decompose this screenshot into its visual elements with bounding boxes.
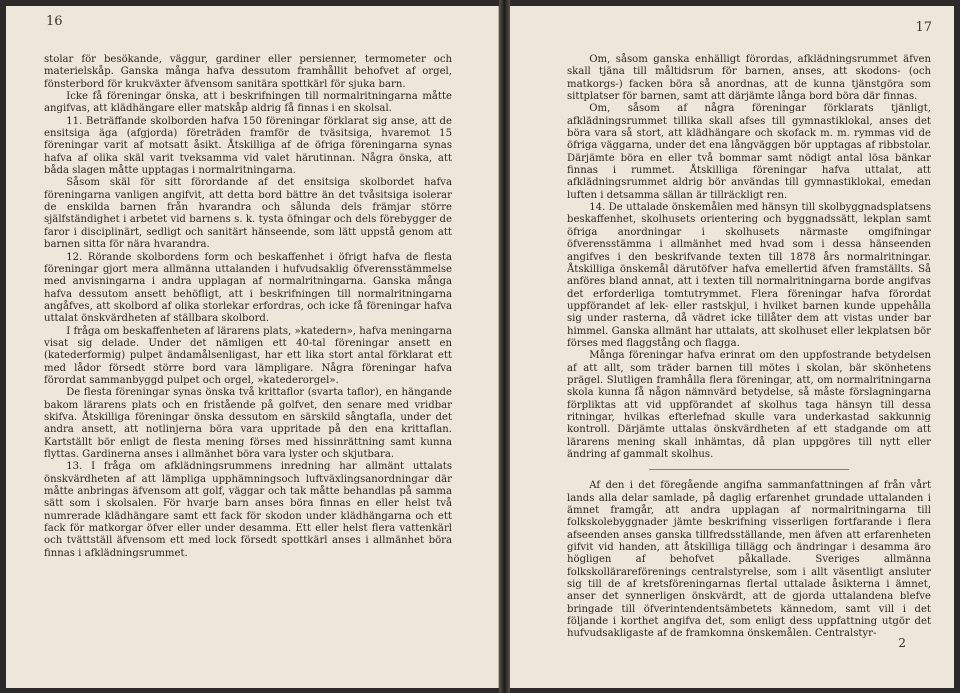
page-number: 16: [46, 14, 63, 29]
book-gutter: [499, 0, 510, 693]
paragraph: Många föreningar hafva erinrat om den uppfostrande betydelsen af att allt, som träder barnen till mötes i skolan, bär skönhetens prägel. Slutligen framhålla flera föreningar, att, om normalritningarna skola kunna få någon nämnvärd betydelse, så måste förslagningarna förpliktas att vid uppförandet af skolhus taga hänsyn till dessa ritningar, hvilkas efterlefnad skulle vara underkastad sakkunnig kontroll. Därjämte uttalas önskvärdheten af ett stadgande om att lärarens mening skall inhämtas, då plan uppgöres till nytt eller ändring af gammalt skolhus.: [567, 350, 931, 460]
paragraph: Icke få föreningar önska, att i beskrifningen till normalritningarna måtte angifvas, att klädhängare eller matskåp aldrig få finnas i en skolsal.: [44, 91, 452, 115]
section-divider: [649, 469, 849, 470]
paragraph: 14. De uttalade önskemålen med hänsyn till skolbyggnadsplatsens beskaffenhet, skolhusets orientering och byggnadssätt, lekplan samt öfriga anordningar i skolhusets närmaste omgifningar öfverensstämma i allmänhet med hvad som i dessa hänseenden angifves i den beskrifvande texten till 1878 års normalritningar. Åtskilliga önskemål därutöfver hafva emellertid äfven framställts. Så anföres bland annat, att i texten till normalritningarna borde angifvas det erforderliga tomtutrymmet. Flera föreningar hafva förordat uppförandet af lek- eller rastskjul, i hvilket barnen kunde uppehålla sig under rasterna, då vädret icke tillåter dem att vistas under bar himmel. Ganska allmänt har uttalats, att skolhuset eller lekplatsen bör förses med flaggstång och flagga.: [567, 202, 931, 349]
paragraph: I fråga om beskaffenheten af lärarens plats, »katedern», hafva meningarna visat sig delade. Under det nämligen ett 40-tal föreningar ansett en (katederformig) pulpet ändamålsenligast, har ett lika stort antal förklarat ett med lådor försedt större bord vara lämpligare. Några föreningar hafva förordat sammanbyggd pulpet och orgel, »katederorgel».: [44, 325, 452, 386]
paragraph: stolar för besökande, väggur, gardiner eller persienner, termometer och materielskåp. Ganska många hafva dessutom framhållit behofvet af orgel, fönsterbord för krukväxter äfvensom sanitära spottkärl för sjuka barn.: [44, 54, 452, 90]
paragraph: 13. I fråga om afklädningsrummens inredning har allmänt uttalats önskvärdheten af att lämpliga upphämningsoch luftväxlingsanordningar där måtte anbringas äfvensom att golf, väggar och tak måtte behandlas på samma sätt som i skolsalen. För hvarje barn anses böra finnas en eller helst två numrerade klädhängare samt ett fack för skodon under klädhängarna och ett fack för matkorgar öfver eller under desamma. Ett eller helst flera vattenkärl och tvättställ äfvensom ett med lock försedt spottkärl anses i allmänhet böra finnas i afklädningsrummet.: [44, 461, 452, 559]
body-text: [567, 54, 931, 641]
paragraph: Om, såsom ganska enhälligt förordas, afklädningsrummet äfven skall tjäna till måltidsrum för barnen, anses, att skodons- (och matkorgs-) facken böra så anordnas, att de kunna tjänstgöra som sittplatser för barnen, samt att därjämte långa bord böra där finnas.: [567, 54, 931, 103]
body-text: [44, 54, 452, 560]
paragraph: 12. Rörande skolbordens form och beskaffenhet i öfrigt hafva de flesta föreningar gjort mera allmänna uttalanden i hufvudsaklig öfverensstämmelse med anvisningarna i andra upplagan af normalritningarna. Ganska många hafva dessutom ansett behöfligt, att i beskrifningen till normalritningarna angåfves, att skolbord af olika storlekar erfordras, och icke få föreningar hafva uttalat önskvärdheten af ställbara skolbord.: [44, 251, 452, 325]
paragraph: Af den i det föregående angifna sammanfattningen af från vårt lands alla delar samlade, på daglig erfarenhet grundade uttalanden i ämnet framgår, att andra upplagan af normalritningarna till folkskolebyggnader jämte beskrifning visserligen fortfarande i flera afseenden anses ganska tillfredsställande, men äfven att erfarenheten gifvit vid handen, att åtskilliga tillägg och ändringar i desamma äro högligen af behofvet påkallade. Sveriges allmänna folkskollärareförenings centralstyrelse, som i allt väsentligt ansluter sig till de af kretsföreningarnas flertal uttalade åsikterna i ämnet, anser det synnerligen önskvärdt, att de gjorda uttalandena blefve bringade till öfverintendentsämbetets kännedom, samt vill i det följande i korthet angifva det, som enligt dess uppfattning utgör det hufvudsakligaste af de framkomna önskemålen. Centralstyr-: [567, 480, 931, 640]
page-number: 17: [915, 20, 932, 35]
signature-mark: 2: [898, 636, 906, 650]
right-page: [510, 6, 954, 688]
paragraph: Om, såsom af några föreningar förklarats tjänligt, afklädningsrummet tillika skall afses till gymnastiklokal, anses det böra vara så stort, att klädhängare och skofack m. m. rymmas vid de öfriga väggarna, under det ena långväggen bör upptagas af ribbstolar. Därjämte böra en eller två bommar samt nödigt antal lösa bänkar finnas i rummet. Åtskilliga föreningar hafva uttalat, att afklädningsrummet aldrig bör användas till gymnastiklokal, emedan luften i detsamma sällan är tillräckligt ren.: [567, 103, 931, 201]
paragraph: Såsom skäl för sitt förordande af det ensitsiga skolbordet hafva föreningarna vanligen angifvit, att detta bord bättre än det tvåsitsiga isolerar de enskilda barnen från hvarandra och sålunda dels främjar större själfständighet i arbetet vid barnens s. k. tysta öfningar och dels förebygger de faror i disciplinärt, sedligt och sanitärt hänseende, som lätt uppstå genom att barnen sitta för nära hvarandra.: [44, 177, 452, 251]
paragraph: De flesta föreningar synas önska två krittaflor (svarta taflor), en hängande bakom lärarens plats och en fristående på golfvet, den senare med vridbar skifva. Åtskilliga föreningar önska dessutom en särskild sångtafla, under det andra ansett, att notlinjerna böra vara uppritade på den ena krittaflan. Kartställt bör enligt de flesta mening förses med hissinrättning samt kunna flyttas. Gardinerna anses i allmänhet böra vara lyster och skjutbara.: [44, 387, 452, 460]
left-page: [6, 6, 499, 688]
paragraph: 11. Beträffande skolborden hafva 150 föreningar förklarat sig anse, att de ensitsiga äga (afgjorda) företräden framför de tväsitsiga, hvaremot 15 föreningar varit af motsatt åsikt. Åtskilliga af de öfriga föreningarna synas hafva af olika skäl varit tveksamma vid valet härutinnan. Några önska, att båda slagen måtte upptagas i normalritningarna.: [44, 115, 452, 177]
